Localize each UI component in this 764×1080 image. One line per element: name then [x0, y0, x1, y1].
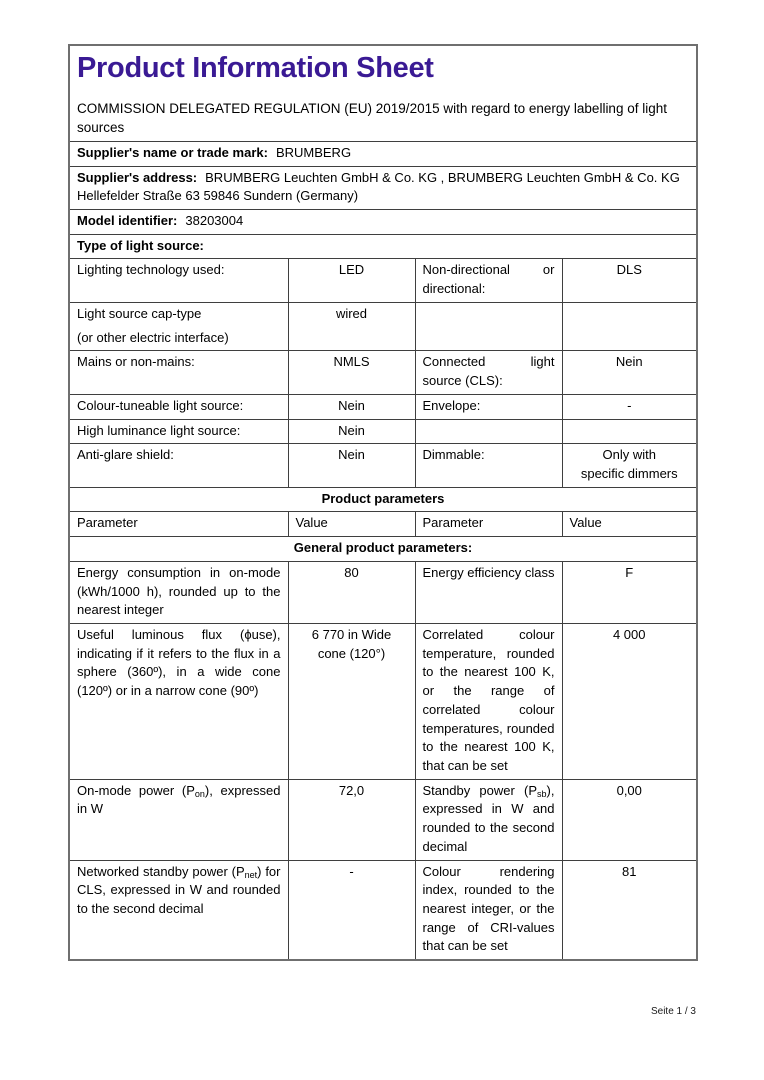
type-value-cell: Only with specific dimmers: [562, 444, 697, 487]
product-information-table: [68, 44, 698, 961]
param-value-cell: 4 000: [562, 623, 697, 779]
title-row: [69, 45, 697, 141]
page-title: Product Information Sheet: [77, 52, 434, 84]
param-label-cell: Useful luminous flux (ϕuse), indicating if it refers to the flux in a sphere (360º), in a wide cone (120º) or in a narrow cone (90º): [69, 623, 288, 779]
type-label-cell: [415, 419, 562, 444]
column-header-cell-3: Parameter: [415, 512, 562, 537]
type-label-cell: Mains or non-mains:: [69, 351, 288, 394]
param-label-cell: Correlated colour temperature, rounded to the nearest 100 K, or the range of correlated colour temperatures, rounded to the nearest 100 K, that can be set: [415, 623, 562, 779]
info-row: [69, 210, 697, 235]
info-row: [69, 141, 697, 166]
type-label-cell: Light source cap-type (or other electric interface): [69, 302, 288, 350]
section-product-parameters: [69, 487, 697, 512]
param-value-cell: 0,00: [562, 779, 697, 860]
type-value-cell: Nein: [562, 351, 697, 394]
info-cell: [69, 210, 697, 235]
type-value-cell: [562, 419, 697, 444]
type-row: [69, 259, 697, 302]
type-value-cell: Nein: [288, 419, 415, 444]
section-product-parameters-cell: Product parameters: [69, 487, 697, 512]
info-cell: [69, 166, 697, 209]
info-label: Type of light source:: [77, 237, 204, 253]
regulation-subtitle: COMMISSION DELEGATED REGULATION (EU) 2019/2015 with regard to energy labelling of light sources: [77, 100, 667, 136]
param-label-cell: Networked standby power $(P_{net})$ for CLS, expressed in W and rounded to the second decimal: [69, 860, 288, 960]
param-row: [69, 860, 697, 960]
title-cell: [69, 45, 697, 141]
type-value-cell: Nein: [288, 444, 415, 487]
info-row: [69, 234, 697, 259]
type-value-cell: LED: [288, 259, 415, 302]
type-label-cell: Non-directional or directional:: [415, 259, 562, 302]
type-label-cell: Envelope:: [415, 394, 562, 419]
param-value-cell: -: [288, 860, 415, 960]
param-value-cell: F: [562, 561, 697, 623]
type-label-cell: [415, 302, 562, 350]
column-header-cell-4: Value: [562, 512, 697, 537]
param-label-cell: On-mode power $(P_{on})$, expressed in W: [69, 779, 288, 860]
type-label-cell: Anti-glare shield:: [69, 444, 288, 487]
type-label-cell: Colour-tuneable light source:: [69, 394, 288, 419]
type-row: [69, 351, 697, 394]
param-row: [69, 623, 697, 779]
info-cell: [69, 234, 697, 259]
param-label-cell: Energy efficiency class: [415, 561, 562, 623]
column-header-cell-1: Parameter: [69, 512, 288, 537]
type-value-cell: [562, 302, 697, 350]
type-label-cell: Lighting technology used:: [69, 259, 288, 302]
column-header-row: [69, 512, 697, 537]
info-label: Supplier's address:: [77, 169, 198, 185]
info-label: Model identifier:: [77, 213, 178, 229]
type-row: [69, 419, 697, 444]
section-general-product-parameters: [69, 537, 697, 562]
param-label-cell: Standby power $(P_{sb})$, expressed in W and rounded to the second decimal: [415, 779, 562, 860]
type-label-cell: Dimmable:: [415, 444, 562, 487]
param-value-cell: 72,0: [288, 779, 415, 860]
param-row: [69, 779, 697, 860]
section-general-product-parameters-cell: General product parameters:: [69, 537, 697, 562]
info-value: BRUMBERG Leuchten GmbH & Co. KG , BRUMBERG Leuchten GmbH & Co. KG Hellefelder Straße 63 59846 Sundern (Germany): [77, 169, 680, 204]
param-value-cell: 81: [562, 860, 697, 960]
param-row: [69, 561, 697, 623]
param-value-cell: 80: [288, 561, 415, 623]
info-value: BRUMBERG: [275, 144, 352, 160]
info-label: Supplier's name or trade mark:: [77, 144, 268, 160]
param-label-cell: Energy consumption in on-mode (kWh/1000 h), rounded up to the nearest integer: [69, 561, 288, 623]
type-value-cell: wired: [288, 302, 415, 350]
type-row: [69, 394, 697, 419]
type-value-cell: -: [562, 394, 697, 419]
type-label-cell: Connected light source (CLS):: [415, 351, 562, 394]
param-value-cell: 6 770 in Wide cone (120°): [288, 623, 415, 779]
column-header-cell-2: Value: [288, 512, 415, 537]
type-label-cell: High luminance light source:: [69, 419, 288, 444]
info-cell: [69, 141, 697, 166]
param-label-cell: Colour rendering index, rounded to the nearest integer, or the range of CRI-values that can be set: [415, 860, 562, 960]
type-value-cell: DLS: [562, 259, 697, 302]
page-number: Seite 1 / 3: [650, 1006, 696, 1017]
type-row: [69, 302, 697, 350]
type-value-cell: NMLS: [288, 351, 415, 394]
type-row: [69, 444, 697, 487]
type-value-cell: Nein: [288, 394, 415, 419]
info-row: [69, 166, 697, 209]
info-value: 38203004: [185, 213, 244, 229]
